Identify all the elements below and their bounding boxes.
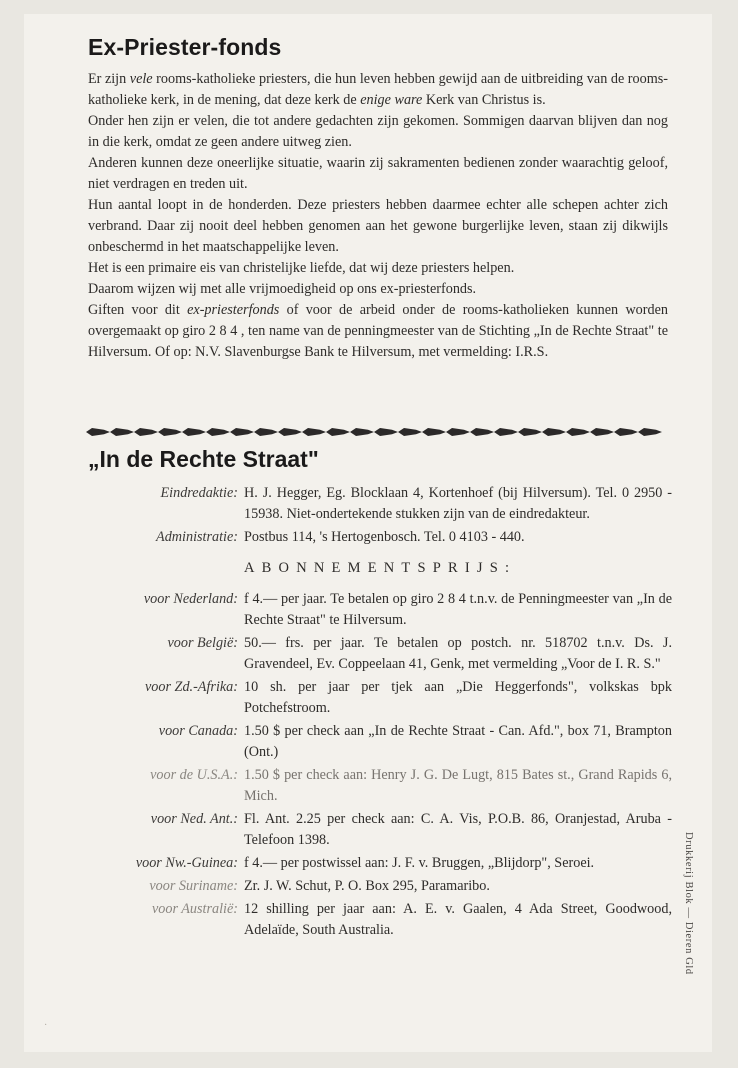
price-label-ned-ant: voor Ned. Ant.:: [150, 811, 238, 827]
divider-segment-3: [158, 428, 182, 436]
price-row-australie: [88, 899, 672, 941]
divider-segment-18: [518, 428, 542, 436]
divider-segment-2: [134, 428, 158, 436]
divider-segment-12: [374, 428, 398, 436]
ornamental-divider: [86, 426, 668, 438]
paragraph-1: [88, 69, 668, 111]
section-title-ex-priester-fonds: Ex-Priester-fonds: [88, 34, 282, 60]
divider-segment-1: [110, 428, 134, 436]
eindredaktie-value: H. J. Hegger, Eg. Blocklaan 4, Kortenhoef (bij Hilversum). Tel. 0 2950 - 15938. Niet-ondertekende stukken zijn van de eindredakteur.: [244, 485, 672, 522]
price-value-usa: 1.50 $ per check aan: Henry J. G. De Lugt, 815 Bates st., Grand Rapids 6, Mich.: [244, 767, 672, 804]
price-row-zuid-afrika: [88, 677, 672, 719]
price-row-nederland: [88, 589, 672, 631]
divider-segment-17: [494, 428, 518, 436]
divider-segment-14: [422, 428, 446, 436]
p7-emphasis-fund: ex-priesterfonds: [187, 302, 280, 318]
divider-segment-22: [614, 428, 638, 436]
printer-credit: Drukkerij Blok — Dieren Gld: [683, 832, 694, 975]
p1-emphasis-enige-ware: enige ware: [360, 92, 423, 108]
divider-segment-16: [470, 428, 494, 436]
price-label-canada: voor Canada:: [158, 723, 238, 739]
p7-text-a: Giften voor dit: [88, 302, 188, 318]
p1-text-c: Kerk van Christus is.: [422, 92, 546, 108]
divider-segment-7: [254, 428, 278, 436]
p1-text-a: Er zijn: [88, 71, 130, 87]
price-value-australie: 12 shilling per jaar aan: A. E. v. Gaalen, 4 Ada Street, Goodwood, Adelaïde, South Australia.: [244, 901, 672, 938]
price-label-usa: voor de U.S.A.:: [150, 767, 238, 783]
divider-segment-6: [230, 428, 254, 436]
p1-text-b: rooms-katholieke priesters, die hun leven hebben gewijd aan de uitbreiding van de rooms-katholieke kerk, in de mening, dat deze kerk de: [88, 71, 668, 108]
abonnementsprijs-heading: ABONNEMENTSPRIJS:: [244, 560, 517, 576]
price-value-ned-ant: Fl. Ant. 2.25 per check aan: C. A. Vis, P.O.B. 86, Oranjestad, Aruba - Telefoon 1398.: [244, 811, 672, 848]
p1-emphasis-vele: vele: [129, 71, 153, 87]
divider-segment-11: [350, 428, 374, 436]
divider-segment-9: [302, 428, 326, 436]
divider-segment-19: [542, 428, 566, 436]
price-row-canada: [88, 721, 672, 763]
divider-segment-5: [206, 428, 230, 436]
price-value-zuid-afrika: 10 sh. per jaar per tjek aan „Die Heggerfonds", volkskas bpk Potchefstroom.: [244, 679, 672, 716]
price-label-nieuw-guinea: voor Nw.-Guinea:: [135, 855, 238, 871]
divider-ornament-svg: [86, 426, 668, 438]
in-de-rechte-straat-section: [88, 446, 672, 943]
paragraph-5: Het is een primaire eis van christelijke liefde, dat wij deze priesters helpen.: [88, 260, 515, 276]
divider-segment-21: [590, 428, 614, 436]
price-label-nederland: voor Nederland:: [143, 591, 238, 607]
price-row-belgie: [88, 633, 672, 675]
administratie-row: [88, 527, 672, 548]
divider-segment-8: [278, 428, 302, 436]
paragraph-3: Anderen kunnen deze oneerlijke situatie, waarin zij sakramenten bedienen zonder waarachtig geloof, niet verdragen en treden uit.: [88, 155, 668, 192]
price-row-suriname: [88, 876, 672, 897]
price-list: [88, 589, 672, 941]
price-value-nieuw-guinea: f 4.— per postwissel aan: J. F. v. Bruggen, „Blijdorp", Seroei.: [244, 855, 595, 871]
eindredaktie-label: Eindredaktie:: [160, 485, 238, 501]
price-label-zuid-afrika: voor Zd.-Afrika:: [145, 679, 238, 695]
divider-segment-0: [86, 428, 110, 436]
paragraph-4: Hun aantal loopt in de honderden. Deze priesters hebben daarmee echter alle schepen achter zich verbrand. Daar zij nooit deel hebben genomen aan het gewone burgerlijke leven, staan zij dikwijls onbeschermd in het maatschappelijke leven.: [88, 197, 668, 255]
divider-segment-23: [638, 428, 662, 436]
divider-segment-10: [326, 428, 350, 436]
price-value-nederland: f 4.— per jaar. Te betalen op giro 2 8 4 t.n.v. de Penningmeester van „In de Rechte Straat" te Hilversum.: [244, 591, 672, 628]
administratie-label: Administratie:: [156, 529, 238, 545]
price-value-belgie: 50.— frs. per jaar. Te betalen op postch. nr. 518702 t.n.v. Ds. J. Gravendeel, Ev. Coppeelaan 41, Genk, met vermelding „Voor de I. R. S.": [244, 635, 672, 672]
divider-segment-13: [398, 428, 422, 436]
price-row-ned-ant: [88, 809, 672, 851]
p7-text-b: of voor de arbeid onder de rooms-katholieken kunnen worden overgemaakt op giro 2 8 4 , ten name van de penningmeester van de Stichting „In de Rechte Straat" te Hilversum. Of op: N.V. Slavenburgse Bank te Hilversum, met vermelding: I.R.S.: [88, 302, 668, 360]
price-label-belgie: voor België:: [167, 635, 238, 651]
section-title-in-de-rechte-straat: „In de Rechte Straat": [88, 446, 319, 472]
administratie-value: Postbus 114, 's Hertogenbosch. Tel. 0 4103 - 440.: [244, 529, 525, 545]
eindredaktie-row: [88, 483, 672, 525]
price-value-suriname: Zr. J. W. Schut, P. O. Box 295, Paramaribo.: [244, 878, 490, 894]
divider-segment-15: [446, 428, 470, 436]
divider-segment-20: [566, 428, 590, 436]
document-page: [24, 14, 712, 1052]
paragraph-2: Onder hen zijn er velen, die tot andere gedachten zijn gekomen. Sommigen daarvan blijven dan nog in die kerk, omdat ze geen andere uitweg zien.: [88, 113, 668, 150]
paragraph-6: Daarom wijzen wij met alle vrijmoedigheid op ons ex-priesterfonds.: [88, 281, 477, 297]
page-corner-mark: ·: [44, 1020, 48, 1031]
price-row-usa: [88, 765, 672, 807]
price-label-suriname: voor Suriname:: [149, 878, 238, 894]
price-row-nieuw-guinea: [88, 853, 672, 874]
ex-priester-section: [88, 34, 668, 363]
divider-segment-4: [182, 428, 206, 436]
price-value-canada: 1.50 $ per check aan „In de Rechte Straat - Can. Afd.", box 71, Brampton (Ont.): [244, 723, 672, 760]
paragraph-7: [88, 300, 668, 363]
price-label-australie: voor Australië:: [151, 901, 238, 917]
